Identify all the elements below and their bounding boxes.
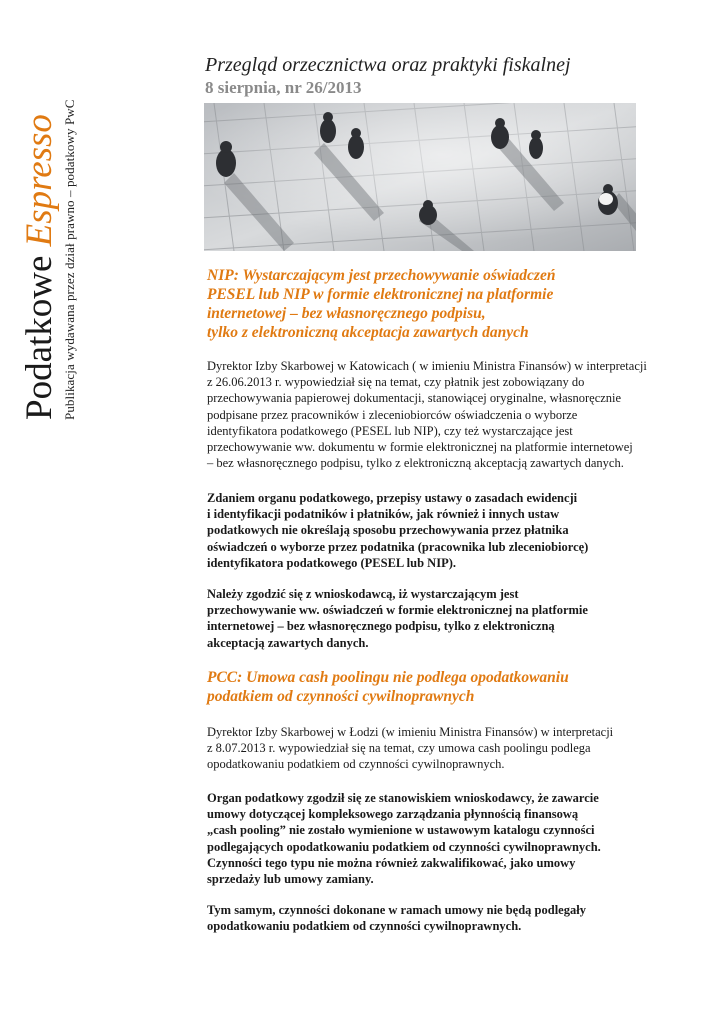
article-pcc-heading: PCC: Umowa cash poolingu nie podlega opodatkowaniu podatkiem od czynności cywilnoprawnych <box>207 669 569 705</box>
article-nip-heading: NIP: Wystarczającym jest przechowywanie oświadczeń PESEL lub NIP w formie elektronicznej na platformie internetowej – bez własnoręcznego podpisu, tylko z elektroniczną akceptacja zawartych danych <box>207 267 556 341</box>
publication-title: Przegląd orzecznictwa oraz praktyki fiskalnej <box>205 54 571 76</box>
masthead-title: Podatkowe Espresso <box>19 114 60 420</box>
article-nip-intro: Dyrektor Izby Skarbowej w Katowicach ( w imieniu Ministra Finansów) w interpretacji z 26.06.2013 r. wypowiedział się na temat, czy płatnik jest zobowiązany do przechowywania papierowej dokumentacji, stanowiącej oryginalne, własnoręcznie podpisane przez pracowników i zleceniobiorców oświadczenia o wyborze identyfikatora podatkowego (PESEL lub NIP), czy też wystarczające jest przechowywanie ww. dokumentu w formie elektronicznej na platformie internetowej – bez własnoręcznego podpisu, tylko z elektroniczną akceptacją zawartych danych. <box>207 359 647 471</box>
issue-date: 8 sierpnia, nr 26/2013 <box>205 78 362 97</box>
article-pcc-opinion: Organ podatkowy zgodził się ze stanowiskiem wnioskodawcy, że zawarcie umowy dotyczącej kompleksowego zarządzania płynnością finansową „cash pooling” nie zostało wymienione w ustawowym katalogu czynności podlegających opodatkowaniu podatkiem od czynności cywilnoprawnych. Czynności tego typu nie można również zakwalifikować, jako umowy sprzedaży lub umowy zamiany. <box>207 791 601 887</box>
header-photo <box>204 103 636 251</box>
article-nip <box>207 266 647 342</box>
masthead <box>20 40 110 420</box>
article-nip-conclusion: Należy zgodzić się z wnioskodawcą, iż wystarczającym jest przechowywanie ww. oświadczeń w formie elektronicznej na platformie internetowej – bez własnoręcznego podpisu, tylko z elektroniczną akceptacją zawartych danych. <box>207 587 588 650</box>
article-pcc-conclusion: Tym samym, czynności dokonane w ramach umowy nie będą podlegały opodatkowaniu podatkiem od czynności cywilnoprawnych. <box>207 903 586 934</box>
article-pcc <box>207 668 647 706</box>
article-nip-opinion: Zdaniem organu podatkowego, przepisy ustawy o zasadach ewidencji i identyfikacji podatników i płatników, jak również i innych ustaw podatkowych nie określają sposobu przechowywania przez płatnika oświadczeń o wyborze przez podatnika (pracownika lub zleceniobiorcę) identyfikatora podatkowego (PESEL lub NIP). <box>207 491 589 570</box>
masthead-subtitle: Publikacja wydawana przez dział prawno – podatkowy PwC <box>62 99 77 420</box>
article-pcc-intro: Dyrektor Izby Skarbowej w Łodzi (w imieniu Ministra Finansów) w interpretacji z 8.07.2013 r. wypowiedział się na temat, czy umowa cash poolingu podlega opodatkowaniu podatkiem od czynności cywilnoprawnych. <box>207 725 614 772</box>
